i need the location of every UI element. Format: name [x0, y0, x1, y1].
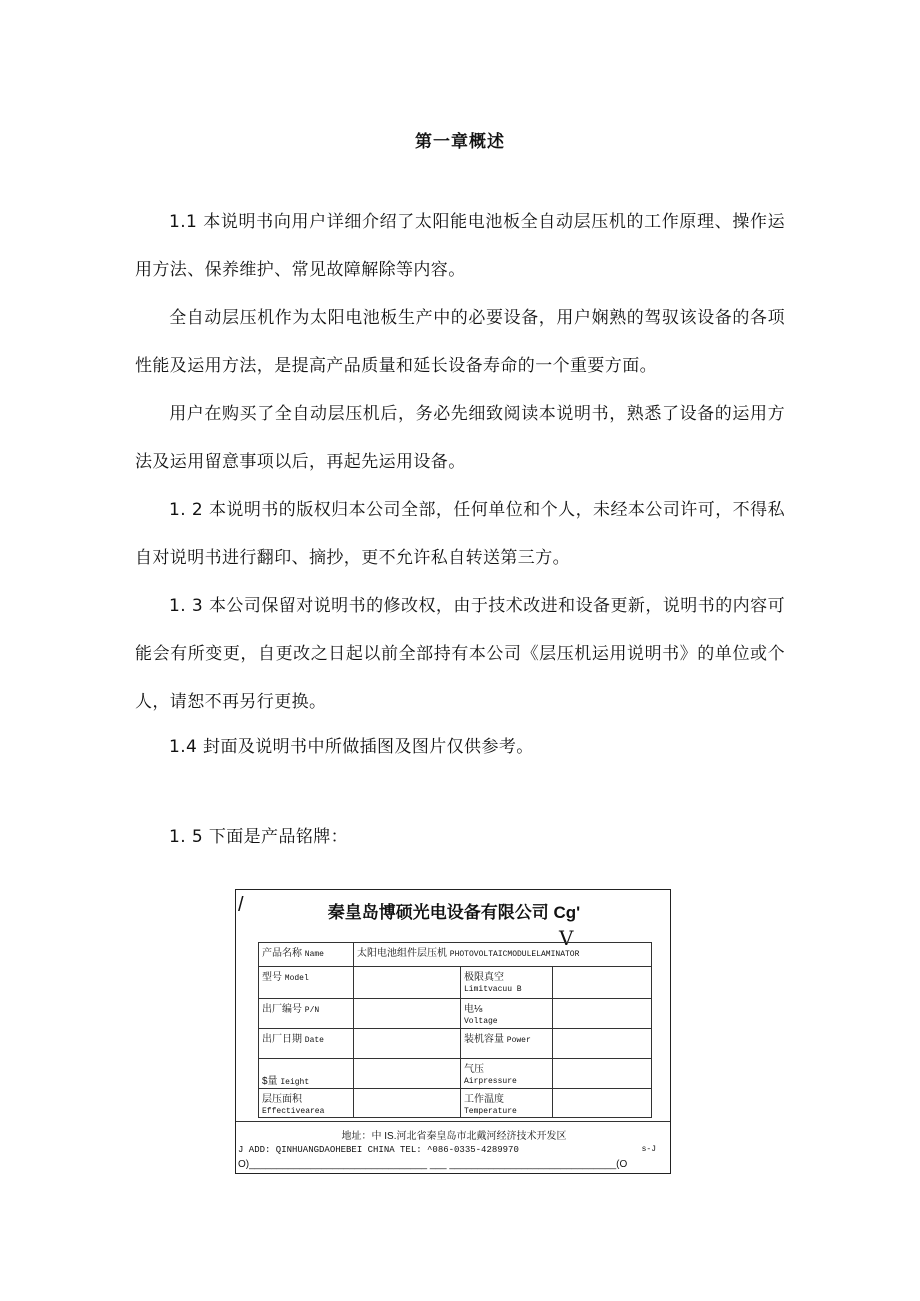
air-value-cell — [553, 1059, 652, 1089]
serial-value-cell — [354, 999, 461, 1029]
weight-label-cell: $量 Ieight — [259, 1059, 354, 1089]
table-row — [259, 1089, 652, 1118]
model-label-cell: 型号 Model — [259, 967, 354, 999]
temp-value-cell — [553, 1089, 652, 1118]
temp-label-cell: 工作温度 Temperature — [461, 1089, 553, 1118]
paragraph-1-4: 1.4 封面及说明书中所做插图及图片仅供参考。 — [169, 737, 534, 757]
table-row — [259, 967, 652, 999]
product-name-label-cell: 产品名称 Name — [259, 943, 354, 967]
date-value-cell — [354, 1029, 461, 1059]
power-value-cell — [553, 1029, 652, 1059]
paragraph-intro-2: 全自动层压机作为太阳电池板生产中的必要设备，用户娴熟的驾驭该设备的各项性能及运用方法，是提高产品质量和延长设备寿命的一个重要方面。 — [135, 308, 785, 376]
vacuum-label-cell: 极限真空 Limitvacuu B — [461, 967, 553, 999]
voltage-value-cell — [553, 999, 652, 1029]
area-label-cell: 层压面积 Effectivearea — [259, 1089, 354, 1118]
area-value-cell — [354, 1089, 461, 1118]
corner-mark: / — [238, 894, 244, 916]
divider — [236, 1121, 670, 1122]
paragraph-1-1: 1.1 本说明书向用户详细介绍了太阳能电池板全自动层压机的工作原理、操作运用方法、保养维护、常见故障解除等内容。 — [135, 212, 785, 280]
paragraph-1-5: 1. 5 下面是产品铭牌： — [169, 827, 349, 847]
paragraph-1-2: 1. 2 本说明书的版权归本公司全部，任何单位和个人，未经本公司许可，不得私自对说明书进行翻印、摘抄，更不允许私自转送第三方。 — [135, 500, 785, 568]
model-value-cell — [354, 967, 461, 999]
voltage-label-cell: 电⅛ Voltage — [461, 999, 553, 1029]
vacuum-value-cell — [553, 967, 652, 999]
company-name: 秦皇岛博硕光电设备有限公司 Cg' — [327, 903, 581, 922]
weight-value-cell — [354, 1059, 461, 1089]
paragraph-intro-3: 用户在购买了全自动层压机后，务必先细致阅读本说明书，熟悉了设备的运用方法及运用留意事项以后，再起先运用设备。 — [135, 404, 785, 472]
spec-table — [258, 942, 652, 1118]
address-rule-line: O)________________________________ ___ ______________________________(O — [238, 1159, 628, 1170]
chapter-title: 第一章概述 — [415, 132, 505, 152]
product-nameplate — [235, 889, 671, 1174]
air-label-cell: 气压 Airpressure — [461, 1059, 553, 1089]
product-name-value-cell: 太阳电池组件层压机 PHOTOVOLTAICMODULELAMINATOR — [354, 943, 652, 967]
paragraph-1-3: 1. 3 本公司保留对说明书的修改权，由于技术改进和设备更新，说明书的内容可能会有所变更，自更改之日起以前全部持有本公司《层压机运用说明书》的单位或个人，请恕不再另行更换。 — [135, 596, 785, 712]
date-label-cell: 出厂日期 Date — [259, 1029, 354, 1059]
table-row — [259, 1059, 652, 1089]
table-row — [259, 999, 652, 1029]
table-row — [259, 943, 652, 967]
table-row — [259, 1029, 652, 1059]
serial-label-cell: 出厂编号 P/N — [259, 999, 354, 1029]
v-mark: V — [559, 926, 574, 950]
power-label-cell: 装机容量 Power — [461, 1029, 553, 1059]
right-mark: s-J — [641, 1145, 656, 1154]
address-chinese: 地址：中 IS.河北省秦皇岛市北戴河经济技术开发区 — [341, 1131, 567, 1142]
address-english: J ADD: QINHUANGDAOHEBEI CHINA TEL: ^086-0335-4289970 — [238, 1145, 519, 1155]
